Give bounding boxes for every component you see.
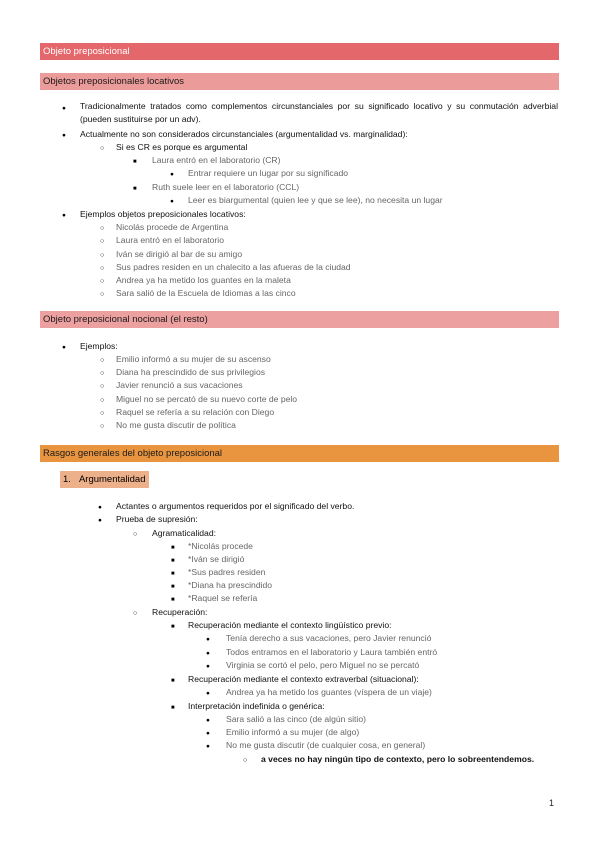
section-heading-locativos: Objetos preposicionales locativos (40, 73, 559, 90)
circle-bullet-icon (100, 235, 104, 247)
list-item: Sara salió de la Escuela de Idiomas a las cinco (116, 288, 296, 298)
example-laura-cr: Laura entró en el laboratorio (CR) (152, 155, 281, 165)
circle-bullet-icon (100, 420, 104, 432)
circle-bullet-icon (100, 142, 104, 154)
square-bullet-icon (171, 701, 175, 714)
bullet-icon (98, 501, 102, 513)
rec-contexto-linguistico: Recuperación mediante el contexto lingüístico previo: (188, 620, 392, 630)
square-bullet-icon (171, 541, 175, 554)
paragraph-actualmente: Actualmente no son considerados circunstanciales (argumentalidad vs. marginalidad): (80, 129, 408, 139)
list-item: Diana ha prescindido de sus privilegios (116, 367, 266, 377)
examples-nocional-title: Ejemplos: (80, 341, 118, 351)
circle-bullet-icon (243, 754, 247, 766)
square-bullet-icon (171, 593, 175, 606)
circle-bullet-icon (100, 262, 104, 274)
prueba-supresion: Prueba de supresión: (116, 514, 198, 524)
list-item: Virginia se cortó el pelo, pero Miguel no se percató (226, 660, 420, 670)
bullet-icon (98, 514, 102, 526)
list-item: Andrea ya ha metido los guantes en la maleta (116, 275, 291, 285)
square-bullet-icon (133, 155, 137, 168)
circle-bullet-icon (100, 407, 104, 419)
bullet-icon (206, 660, 210, 672)
circle-bullet-icon (133, 607, 137, 619)
agramaticalidad-title: Agramaticalidad: (152, 528, 217, 538)
list-item: *Raquel se refería (188, 593, 258, 603)
bullet-icon (62, 102, 66, 114)
section-heading-rasgos: Rasgos generales del objeto preposicional (40, 445, 559, 462)
circle-bullet-icon (133, 528, 137, 540)
circle-bullet-icon (100, 394, 104, 406)
bullet-icon (170, 168, 174, 180)
actantes-line: Actantes o argumentos requeridos por el significado del verbo. (116, 501, 355, 511)
bullet-icon (62, 341, 66, 353)
square-bullet-icon (133, 182, 137, 195)
bullet-icon (206, 633, 210, 645)
bullet-icon (206, 687, 210, 699)
list-item: No me gusta discutir de política (116, 420, 236, 430)
circle-bullet-icon (100, 380, 104, 392)
list-item: Tenía derecho a sus vacaciones, pero Javier renunció (226, 633, 432, 643)
list-item: Sara salió a las cinco (de algún sitio) (226, 714, 366, 724)
section-heading-nocional: Objeto preposicional nocional (el resto) (40, 311, 559, 328)
list-item: Todos entramos en el laboratorio y Laura también entró (226, 647, 438, 657)
circle-bullet-icon (100, 288, 104, 300)
bullet-icon (170, 195, 174, 207)
circle-bullet-icon (100, 354, 104, 366)
sub-cr-argumental: Si es CR es porque es argumental (116, 142, 248, 152)
bullet-icon (206, 647, 210, 659)
list-item: No me gusta discutir (de cualquier cosa, en general) (226, 740, 426, 750)
list-item: Emilio informó a su mujer de su ascenso (116, 354, 271, 364)
list-item: Emilio informó a su mujer (de algo) (226, 727, 360, 737)
example-leer: Leer es biargumental (quien lee y que se lee), no necesita un lugar (188, 195, 443, 205)
bullet-icon (62, 209, 66, 221)
document-title: Objeto preposicional (43, 46, 130, 57)
paragraph-tradicional: Tradicionalmente tratados como complementos circunstanciales por su significado locativo y su conmutación adverbial (pueden sustituirse por un adv). (80, 101, 558, 124)
list-item: Raquel se refería a su relación con Diego (116, 407, 275, 417)
list-item: Laura entró en el laboratorio (116, 235, 224, 245)
list-item: Nicolás procede de Argentina (116, 222, 229, 232)
list-item: *Sus padres residen (188, 567, 266, 577)
square-bullet-icon (171, 580, 175, 593)
list-item: *Nicolás procede (188, 541, 253, 551)
circle-bullet-icon (100, 275, 104, 287)
list-item: Miguel no se percató de su nuevo corte de pelo (116, 394, 298, 404)
bullet-icon (206, 727, 210, 739)
list-item: Javier renunció a sus vacaciones (116, 380, 243, 390)
recuperacion-title: Recuperación: (152, 607, 208, 617)
list-item: Iván se dirigió al bar de su amigo (116, 249, 243, 259)
list-item: Sus padres residen en un chalecito a las afueras de la ciudad (116, 262, 351, 272)
square-bullet-icon (171, 620, 175, 633)
example-entrar: Entrar requiere un lugar por su significado (188, 168, 349, 178)
numbered-heading-argumentalidad: 1. Argumentalidad (60, 471, 149, 488)
bullet-icon (206, 714, 210, 726)
document-title-bar (40, 43, 559, 60)
rec-interpretacion-indefinida: Interpretación indefinida o genérica: (188, 701, 325, 711)
final-note: a veces no hay ningún tipo de contexto, pero lo sobreentendemos. (261, 754, 535, 764)
square-bullet-icon (171, 567, 175, 580)
rec-contexto-extraverbal: Recuperación mediante el contexto extraverbal (situacional): (188, 674, 419, 684)
examples-locativos-title: Ejemplos objetos preposicionales locativos: (80, 209, 246, 219)
bullet-icon (62, 129, 66, 141)
example-ruth-ccl: Ruth suele leer en el laboratorio (CCL) (152, 182, 300, 192)
bullet-icon (206, 740, 210, 752)
page-number: 1 (548, 798, 554, 808)
circle-bullet-icon (100, 222, 104, 234)
list-item: *Diana ha prescindido (188, 580, 273, 590)
circle-bullet-icon (100, 249, 104, 261)
list-item: *Iván se dirigió (188, 554, 245, 564)
square-bullet-icon (171, 674, 175, 687)
square-bullet-icon (171, 554, 175, 567)
circle-bullet-icon (100, 367, 104, 379)
list-item: Andrea ya ha metido los guantes (víspera de un viaje) (226, 687, 432, 697)
